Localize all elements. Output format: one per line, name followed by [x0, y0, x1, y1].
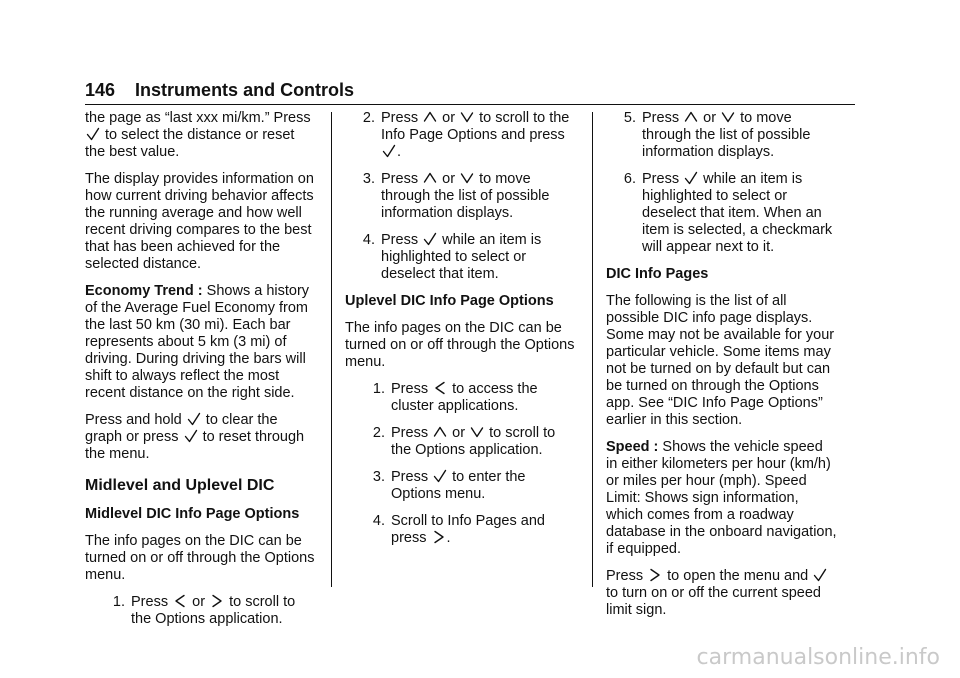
text: or [192, 594, 206, 610]
page-header [85, 80, 855, 101]
section-title: Midlevel and Uplevel DIC [85, 477, 275, 494]
paragraph: The info pages on the DIC can be turned on or off through the Options menu. [345, 320, 575, 370]
text: to open the menu and [667, 568, 809, 584]
step-number: 2. [362, 110, 375, 126]
column-1 [85, 110, 317, 638]
list-item [345, 232, 577, 283]
text: to reset through the menu. [85, 429, 305, 462]
step-text [642, 110, 838, 161]
column-3 [606, 110, 838, 629]
check-icon [184, 429, 198, 443]
text: Press [391, 381, 429, 397]
step-text [391, 513, 577, 547]
step-number: 1. [372, 381, 385, 397]
paragraph [606, 439, 838, 558]
step-number: 4. [362, 232, 375, 248]
subsection-title: DIC Info Pages [606, 266, 709, 282]
list-item [345, 425, 577, 459]
paragraph [85, 110, 317, 161]
chevron-up-icon [433, 425, 447, 439]
paragraph: The display provides information on how current driving behavior affects the running average and how well recent driving compares to the best that has been achieved for the selected distance. [85, 171, 314, 272]
paragraph: The info pages on the DIC can be turned on or off through the Options menu. [85, 533, 315, 583]
text: Shows the vehicle speed in either kilometers per hour (km/h) or miles per hour (mph). Speed Limit: Shows sign information, which comes from a roadway database in the onboard navigation, if equipped. [606, 439, 837, 557]
check-icon [684, 171, 698, 185]
chevron-left-icon [173, 594, 187, 608]
text: to access the cluster applications. [391, 381, 538, 414]
text: Press [381, 232, 419, 248]
chevron-up-icon [423, 171, 437, 185]
step-text [381, 110, 577, 161]
step-text [391, 381, 577, 415]
text: or [703, 110, 717, 126]
text: Press [381, 171, 419, 187]
chevron-down-icon [721, 110, 735, 124]
step-number: 6. [623, 171, 636, 187]
text: or [442, 110, 456, 126]
text: to scroll to the Options application. [131, 594, 296, 627]
text: to select the distance or reset the best value. [85, 127, 295, 160]
column-2 [345, 110, 577, 557]
chevron-down-icon [460, 110, 474, 124]
list-item [606, 110, 838, 161]
text: Press [642, 110, 680, 126]
step-number: 1. [112, 594, 125, 610]
text: Press and hold [85, 412, 182, 428]
chevron-right-icon [210, 594, 224, 608]
chevron-left-icon [433, 381, 447, 395]
step-number: 4. [372, 513, 385, 529]
chevron-down-icon [460, 171, 474, 185]
column-divider [592, 112, 593, 587]
list-item [345, 171, 577, 222]
step-text [642, 171, 838, 256]
step-text [131, 594, 317, 628]
step-number: 3. [372, 469, 385, 485]
text: while an item is highlighted to select or deselect that item. When an item is selected, a checkmark will appear next to it. [642, 171, 833, 255]
text: to enter the Options menu. [391, 469, 526, 502]
header-rule [85, 104, 855, 105]
text: Press [606, 568, 644, 584]
page-title: Instruments and Controls [135, 80, 355, 100]
check-icon [86, 127, 100, 141]
text: . [446, 530, 451, 546]
watermark: carmanualsonline.info [696, 645, 940, 670]
text: to move through the list of possible information displays. [381, 171, 550, 221]
text: to scroll to the Options application. [391, 425, 556, 458]
chevron-up-icon [423, 110, 437, 124]
paragraph [606, 568, 838, 619]
term-label: Speed : [606, 439, 659, 455]
list-item [345, 381, 577, 415]
chevron-right-icon [432, 530, 446, 544]
text: while an item is highlighted to select or deselect that item. [381, 232, 542, 282]
page-number: 146 [85, 80, 116, 100]
text: the page as “last xxx mi/km.” Press [85, 110, 311, 126]
check-icon [813, 568, 827, 582]
text: Scroll to Info Pages and press [391, 513, 545, 546]
list-item [345, 110, 577, 161]
subsection-title: Uplevel DIC Info Page Options [345, 293, 554, 309]
list-item [345, 513, 577, 547]
list-item [606, 171, 838, 256]
text: Press [131, 594, 169, 610]
step-text [381, 171, 577, 222]
check-icon [433, 469, 447, 483]
step-text [391, 425, 577, 459]
step-number: 5. [623, 110, 636, 126]
step-number: 3. [362, 171, 375, 187]
text: to move through the list of possible information displays. [642, 110, 811, 160]
list-item [345, 469, 577, 503]
text: to scroll to the Info Page Options and press [381, 110, 570, 143]
step-number: 2. [372, 425, 385, 441]
chevron-right-icon [648, 568, 662, 582]
text: Press [391, 469, 429, 485]
step-text [381, 232, 577, 283]
text: Shows a history of the Average Fuel Economy from the last 50 km (30 mi). Each bar represents about 5 km (3 mi) of driving. During driving the bars will shift to always reflect the most recent distance on the right side. [85, 283, 310, 401]
text: Press [381, 110, 419, 126]
text: to turn on or off the current speed limit sign. [606, 585, 821, 618]
term-label: Economy Trend : [85, 283, 203, 299]
check-icon [423, 232, 437, 246]
check-icon [382, 144, 396, 158]
chevron-up-icon [684, 110, 698, 124]
check-icon [187, 412, 201, 426]
paragraph [85, 283, 317, 402]
list-item [85, 594, 317, 628]
paragraph [85, 412, 317, 463]
chevron-down-icon [470, 425, 484, 439]
column-divider [331, 112, 332, 587]
subsection-title: Midlevel DIC Info Page Options [85, 506, 300, 522]
text: . [397, 144, 402, 160]
text: Press [391, 425, 429, 441]
text: Press [642, 171, 680, 187]
paragraph: The following is the list of all possible DIC info page displays. Some may not be available for your particular vehicle. Some items may not be turned on by default but can be turned on through the Options app. See “DIC Info Page Options” earlier in this section. [606, 293, 835, 428]
text: to clear the graph or press [85, 412, 278, 445]
step-text [391, 469, 577, 503]
text: or [452, 425, 466, 441]
text: or [442, 171, 456, 187]
